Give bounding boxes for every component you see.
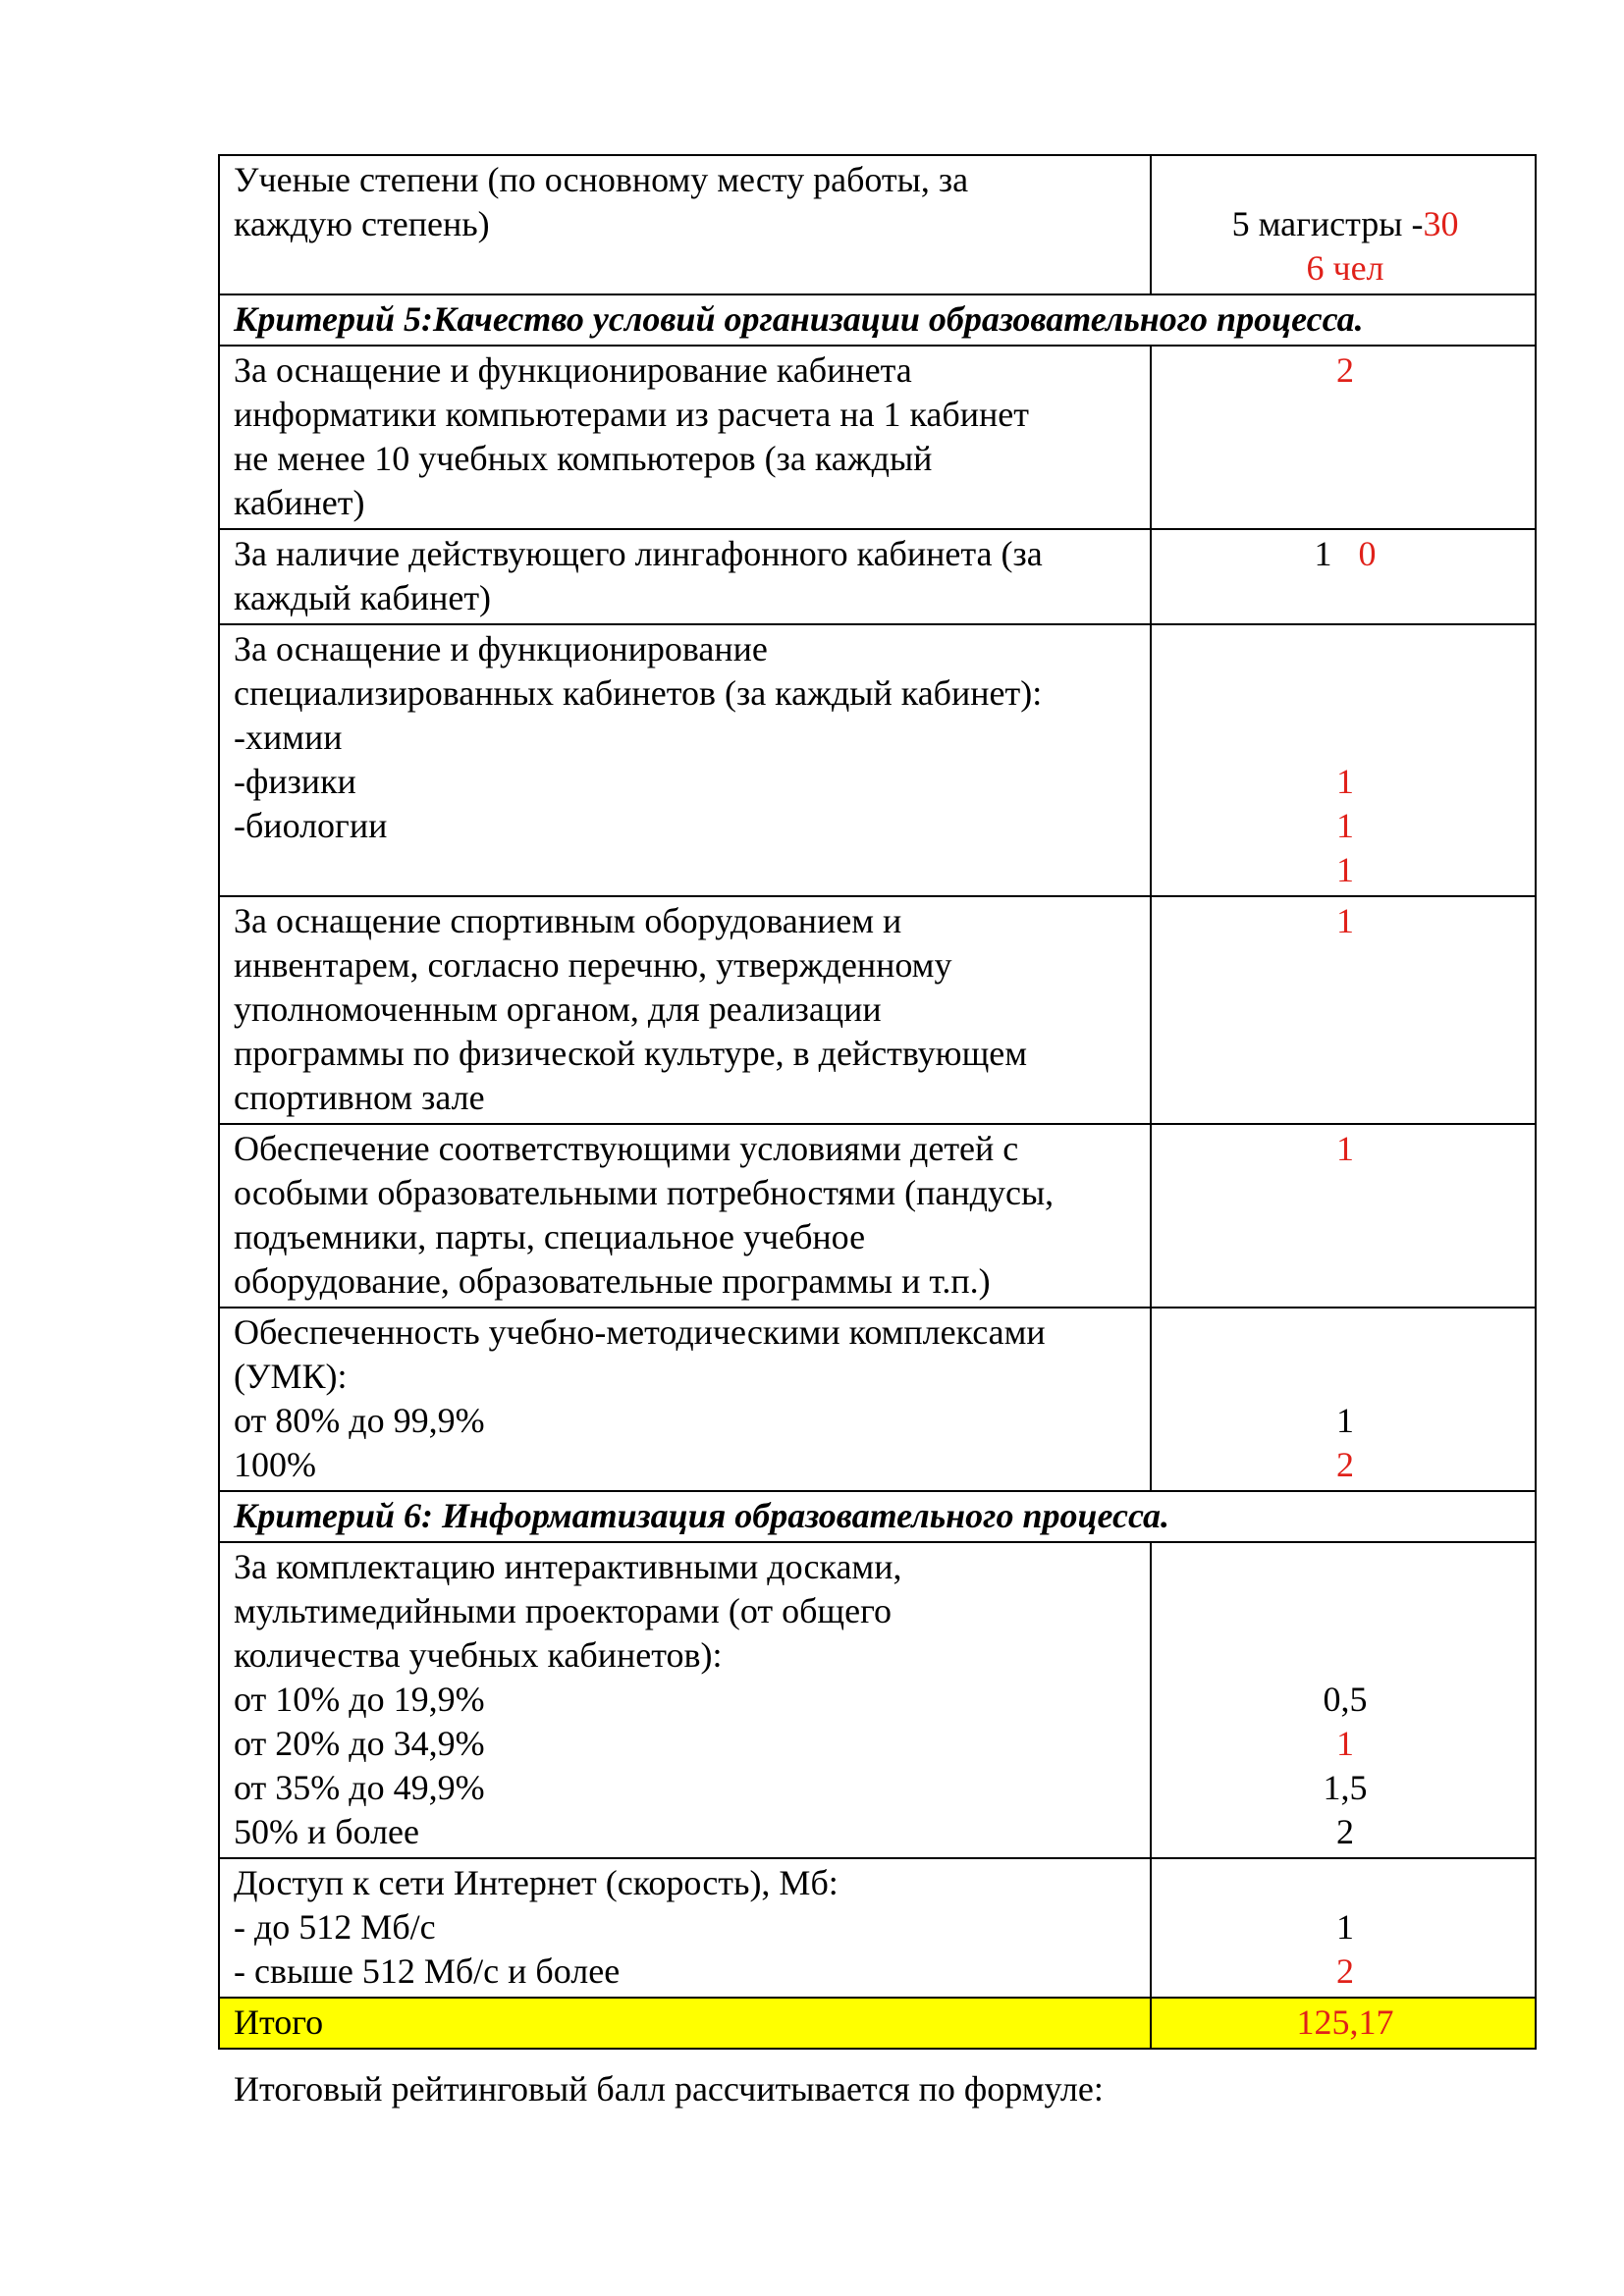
criterion-label <box>219 529 1151 624</box>
criterion-label <box>219 1858 1151 1998</box>
label-line: программы по физической культуре, в действующем <box>234 1034 1028 1073</box>
label-line: За оснащение и функционирование <box>234 629 768 668</box>
label-line: 100% <box>234 1445 316 1484</box>
label-line: от 10% до 19,9% <box>234 1680 485 1719</box>
label-line: -биологии <box>234 806 388 845</box>
table-row-interactive-boards <box>219 1542 1536 1858</box>
label-line: каждый кабинет) <box>234 578 492 617</box>
label-line: не менее 10 учебных компьютеров (за каждый <box>234 439 933 478</box>
label-line: Доступ к сети Интернет (скорость), Мб: <box>234 1863 839 1902</box>
label-line: Ученые степени (по основному месту работы, за <box>234 160 969 199</box>
score-correction: 6 чел <box>1306 248 1384 288</box>
label-line: - до 512 Мб/с <box>234 1907 436 1947</box>
label-line: За комплектацию интерактивными досками, <box>234 1547 902 1586</box>
criterion-label <box>219 896 1151 1124</box>
table-row-language-lab <box>219 529 1536 624</box>
score-correction: 1 <box>1336 901 1354 940</box>
label-line: особыми образовательными потребностями (пандусы, <box>234 1173 1055 1212</box>
table-row-informatics <box>219 346 1536 529</box>
label-line: каждую степень) <box>234 204 490 243</box>
total-value: 125,17 <box>1151 1998 1536 2049</box>
score-value: 0,5 <box>1323 1680 1368 1719</box>
label-line: (УМК): <box>234 1357 348 1396</box>
score-line <box>1165 202 1525 246</box>
label-line: инвентарем, согласно перечню, утвержденному <box>234 945 952 985</box>
label-line: За наличие действующего лингафонного кабинета (за <box>234 534 1043 573</box>
criterion-score <box>1151 346 1536 529</box>
table-row-internet-access <box>219 1858 1536 1998</box>
criterion-6-header: Критерий 6: Информатизация образовательного процесса. <box>219 1491 1536 1542</box>
score-correction: 1 <box>1336 806 1354 845</box>
table-row-umk <box>219 1308 1536 1491</box>
label-line: -химии <box>234 718 343 757</box>
criterion-label <box>219 1542 1151 1858</box>
criteria-table <box>218 154 1537 2050</box>
score-value: 1,5 <box>1323 1768 1368 1807</box>
label-line: кабинет) <box>234 483 365 522</box>
label-line: Обеспечение соответствующими условиями детей с <box>234 1129 1019 1168</box>
score-correction: 0 <box>1358 534 1377 573</box>
label-line: Обеспеченность учебно-методическими комплексами <box>234 1312 1046 1352</box>
label-line: от 35% до 49,9% <box>234 1768 485 1807</box>
score-correction: 30 <box>1423 204 1459 243</box>
criterion-5-header-row <box>219 294 1536 346</box>
score-value: 2 <box>1336 1812 1354 1851</box>
label-line: от 20% до 34,9% <box>234 1724 485 1763</box>
score-correction: 1 <box>1336 762 1354 801</box>
criterion-label <box>219 624 1151 896</box>
label-line: За оснащение спортивным оборудованием и <box>234 901 902 940</box>
label-line: подъемники, парты, специальное учебное <box>234 1217 866 1256</box>
table-row-specialized-labs <box>219 624 1536 896</box>
label-line: -физики <box>234 762 356 801</box>
label-line: количества учебных кабинетов): <box>234 1635 723 1675</box>
table-row-sports-equipment <box>219 896 1536 1124</box>
score-value: 1 <box>1336 1907 1354 1947</box>
score-correction: 1 <box>1336 850 1354 889</box>
criterion-score <box>1151 155 1536 294</box>
score-value: 1 <box>1314 534 1332 573</box>
criterion-score <box>1151 1542 1536 1858</box>
score-value: 1 <box>1336 1401 1354 1440</box>
criterion-score <box>1151 1308 1536 1491</box>
total-row <box>219 1998 1536 2049</box>
criterion-label <box>219 155 1151 294</box>
label-line: специализированных кабинетов (за каждый кабинет): <box>234 673 1043 713</box>
label-line: уполномоченным органом, для реализации <box>234 989 882 1029</box>
score-value: 5 магистры - <box>1231 204 1424 243</box>
label-line: оборудование, образовательные программы и т.п.) <box>234 1261 991 1301</box>
score-correction: 2 <box>1336 1951 1354 1991</box>
criterion-5-header: Критерий 5:Качество условий организации образовательного процесса. <box>219 294 1536 346</box>
table-row-degrees <box>219 155 1536 294</box>
criterion-6-header-row <box>219 1491 1536 1542</box>
criterion-score <box>1151 896 1536 1124</box>
criterion-score <box>1151 1858 1536 1998</box>
score-correction: 2 <box>1336 1445 1354 1484</box>
score-line <box>1165 532 1525 576</box>
label-line: мультимедийными проекторами (от общего <box>234 1591 892 1630</box>
score-correction: 1 <box>1336 1129 1354 1168</box>
score-correction: 1 <box>1336 1724 1354 1763</box>
criterion-label <box>219 1124 1151 1308</box>
criterion-score <box>1151 529 1536 624</box>
table-row-special-needs <box>219 1124 1536 1308</box>
criterion-label <box>219 346 1151 529</box>
label-line: - свыше 512 Мб/с и более <box>234 1951 621 1991</box>
criterion-score <box>1151 1124 1536 1308</box>
label-line: спортивном зале <box>234 1078 485 1117</box>
label-line: от 80% до 99,9% <box>234 1401 485 1440</box>
label-line: За оснащение и функционирование кабинета <box>234 350 912 390</box>
label-line: информатики компьютерами из расчета на 1 кабинет <box>234 395 1029 434</box>
total-label: Итого <box>219 1998 1151 2049</box>
formula-intro-text: Итоговый рейтинговый балл рассчитывается по формуле: <box>234 2069 1104 2109</box>
criterion-score <box>1151 624 1536 896</box>
score-correction: 2 <box>1336 350 1354 390</box>
criterion-label <box>219 1308 1151 1491</box>
label-line: 50% и более <box>234 1812 420 1851</box>
